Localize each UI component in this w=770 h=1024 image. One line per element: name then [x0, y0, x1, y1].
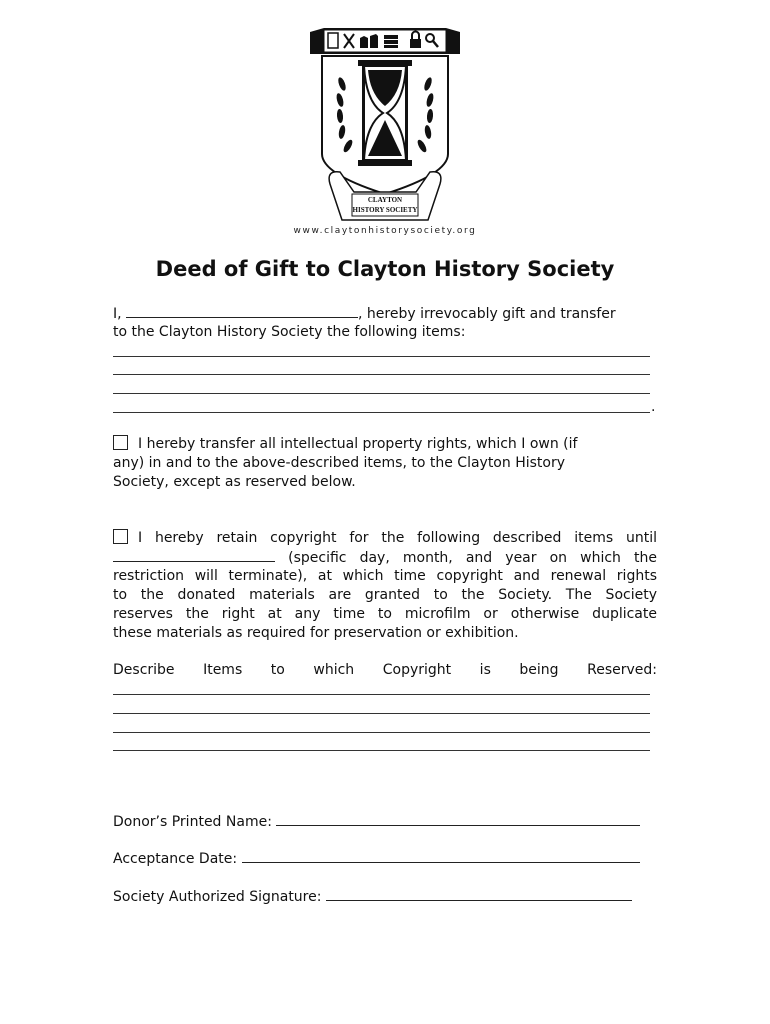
option1-line-1	[113, 435, 657, 454]
items-end-period: .	[651, 399, 656, 415]
authorized-signature-label: Society Authorized Signature:	[113, 889, 322, 905]
items-line-4[interactable]	[113, 412, 650, 413]
option2-line-6: these materials as required for preservation or exhibition.	[113, 625, 519, 641]
items-line-1[interactable]	[113, 356, 650, 357]
items-line-2[interactable]	[113, 374, 650, 375]
donor-printed-name-row	[113, 812, 640, 830]
logo-org-line1: CLAYTON	[367, 196, 403, 204]
retain-copyright-checkbox[interactable]	[113, 529, 128, 544]
intro-suffix: , hereby irrevocably gift and transfer	[358, 306, 616, 322]
acceptance-date-field[interactable]	[242, 849, 640, 863]
intro-line-1	[113, 304, 657, 324]
option2-text-1: I hereby retain copyright for the following described items until	[138, 530, 657, 546]
donor-name-blank[interactable]	[126, 304, 358, 318]
document-title: Deed of Gift to Clayton History Society	[155, 257, 615, 281]
reserved-line-4[interactable]	[113, 750, 650, 751]
option2-line-5: reserves the right at any time to microfilm or otherwise duplicate	[113, 606, 657, 622]
acceptance-date-row	[113, 849, 640, 867]
reserved-line-1[interactable]	[113, 694, 650, 695]
items-line-3[interactable]	[113, 393, 650, 394]
authorized-signature-field[interactable]	[326, 887, 632, 901]
option1-line-2: any) in and to the above-described items, to the Clayton History	[113, 455, 566, 471]
stack-icon	[384, 35, 398, 48]
website-url: www.claytonhistorysociety.org	[293, 226, 477, 236]
option2-line-2	[113, 548, 657, 568]
authorized-signature-row	[113, 887, 632, 905]
reserved-line-3[interactable]	[113, 732, 650, 733]
book-icon	[328, 33, 338, 48]
donor-printed-name-field[interactable]	[276, 812, 640, 826]
option2-line-1	[113, 529, 657, 548]
reserved-line-2[interactable]	[113, 713, 650, 714]
until-date-blank[interactable]	[113, 548, 275, 562]
option2-line-4: to the donated materials are granted to the Society. The Society	[113, 587, 657, 603]
society-logo	[300, 24, 470, 246]
donor-printed-name-label: Donor’s Printed Name:	[113, 814, 272, 830]
transfer-rights-checkbox[interactable]	[113, 435, 128, 450]
option2-text-2: (specific day, month, and year on which the	[288, 550, 658, 566]
logo-org-line2: HISTORY SOCIETY	[352, 206, 418, 214]
acceptance-date-label: Acceptance Date:	[113, 851, 238, 867]
intro-line-2: to the Clayton History Society the following items:	[113, 324, 466, 340]
option1-line-3: Society, except as reserved below.	[113, 474, 356, 490]
option1-text-1: I hereby transfer all intellectual property rights, which I own (if	[138, 436, 578, 452]
intro-prefix: I,	[113, 306, 127, 322]
describe-label: Describe Items to which Copyright is being Reserved:	[113, 662, 657, 678]
option2-line-3: restriction will terminate), at which time copyright and renewal rights	[113, 568, 657, 584]
